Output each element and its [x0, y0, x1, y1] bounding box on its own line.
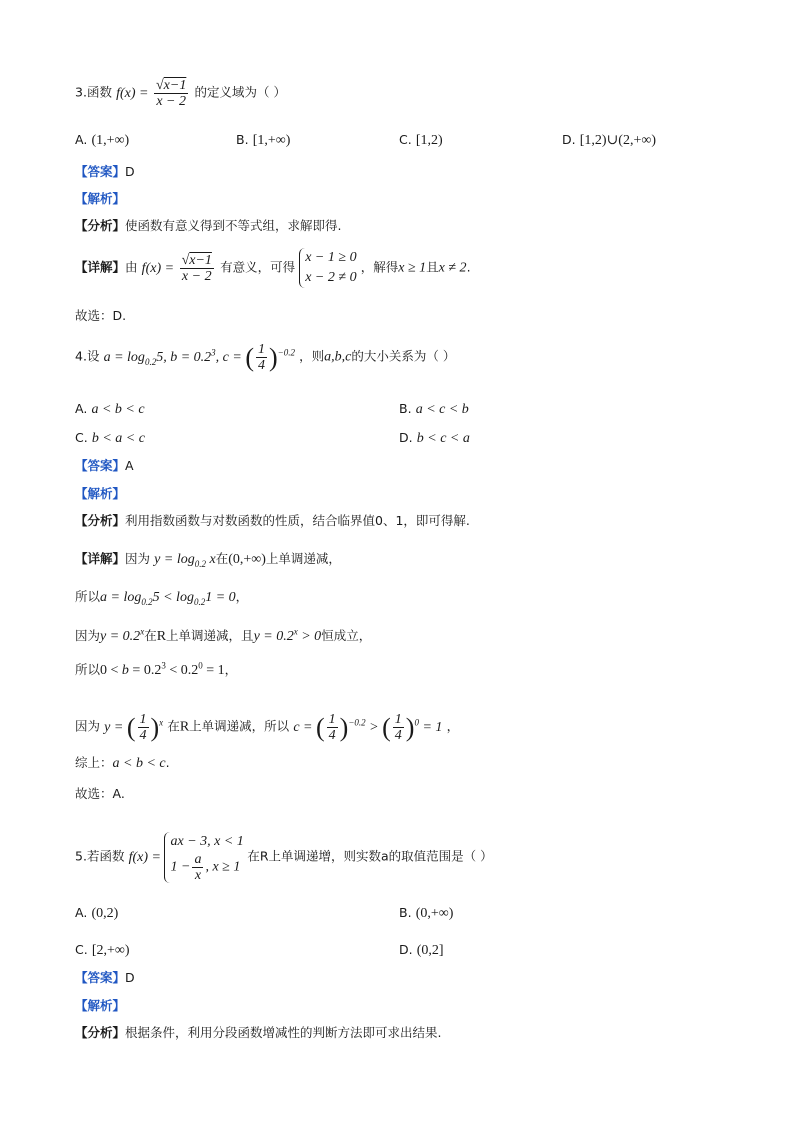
q5-piecewise-function: f(x) = ax − 3, x < 1 1 − $\frac{a}{x}$ , x ≥ 1	[128, 834, 244, 883]
q5-stem: 5.若函数 f(x) = ax − 3, x < 1 1 − $\frac{a}{x}$ , x ≥ 1 在R上单调递增，则实数a的取值范围是（ ）	[75, 834, 493, 883]
q3-option-d: D. [1,2)∪(2,+∞)	[562, 132, 657, 148]
q5-option-a: A. (0,2)	[75, 905, 119, 921]
q4-detail-line4: 所以$0 < b = 0.2^3 < 0.2^0 = 1$，	[75, 660, 238, 678]
q4-option-b: B. a < c < b	[399, 401, 469, 417]
q3-detail: 【详解】由 f(x) = $\frac{√x-1}{x - 2}$ 有意义，可得 x − 1 ≥ 0 x − 2 ≠ 0 ，解得x ≥ 1且x ≠ 2.	[75, 248, 471, 288]
q4-detail-line1: 【详解】因为 $y = \log_{0.2} x$在(0,+∞)上单调递减，	[75, 551, 341, 569]
q3-stem-suffix: 的定义域为（ ）	[194, 84, 286, 100]
q5-option-d: D. (0,2]	[399, 942, 444, 958]
q4-jiexi-tag: 【解析】	[75, 486, 126, 501]
q4-answer: 【答案】A	[75, 458, 134, 473]
q3-inequality-system: x − 1 ≥ 0 x − 2 ≠ 0	[299, 248, 356, 288]
q4-definitions: $a = \log_{0.2}5$, $b = 0.2^3$, c = ( $\frac{1}{4}$ )$^{-0.2}$	[103, 342, 295, 373]
q3-number: 3.	[75, 84, 87, 100]
q3-stem-prefix: 函数	[86, 84, 112, 100]
q3-detail-function: f(x) = $\frac{√x-1}{x - 2}$	[141, 252, 212, 284]
q3-function: f(x) = $\frac{√x-1}{x - 2}$	[116, 78, 187, 109]
q3-option-a: A. (1,+∞)	[75, 132, 130, 148]
q4-conclusion: 故选：A.	[75, 786, 125, 801]
q4-analysis: 【分析】利用指数函数与对数函数的性质，结合临界值0、1，即可得解.	[75, 513, 470, 528]
q4-option-a: A. a < b < c	[75, 401, 145, 417]
q5-answer: 【答案】D	[75, 970, 135, 985]
q4-stem: 4.设 $a = \log_{0.2}5$, $b = 0.2^3$, c = ( $\frac{1}{4}$ )$^{-0.2}$ ，则a,b,c的大小关系为（ ）	[75, 342, 456, 373]
q3-stem	[75, 78, 286, 109]
q3-conclusion: 故选：D.	[75, 308, 127, 323]
q5-analysis: 【分析】根据条件，利用分段函数增减性的判断方法即可求出结果.	[75, 1025, 442, 1040]
q4-detail-line3: 因为$y = 0.2^x$在R上单调递减，且$y = 0.2^x > 0$恒成立，	[75, 626, 372, 644]
q3-answer: 【答案】D	[75, 164, 135, 179]
q4-option-d: D. b < c < a	[399, 430, 470, 446]
q3-jiexi-tag: 【解析】	[75, 191, 126, 206]
q5-jiexi-tag: 【解析】	[75, 998, 126, 1013]
q4-option-c: C. b < a < c	[75, 430, 145, 446]
q4-detail-line5: 因为 y = ( $\frac{1}{4}$ )$^x$ 在R上单调递减，所以 c = ( $\frac{1}{4}$ )$^{-0.2}$ > ( $\frac{1}{4}$ )$^0$ = 1 ，	[75, 712, 460, 743]
q4-summary: 综上：a < b < c.	[75, 755, 170, 771]
q3-analysis: 【分析】使函数有意义得到不等式组，求解即得.	[75, 218, 342, 233]
q5-option-c: C. [2,+∞)	[75, 942, 130, 958]
q3-option-c: C. [1,2)	[399, 132, 443, 148]
q5-option-b: B. (0,+∞)	[399, 905, 454, 921]
q3-option-b: B. [1,+∞)	[236, 132, 291, 148]
q4-detail-line2: 所以$a = \log_{0.2}5 < \log_{0.2}1 = 0$，	[75, 589, 249, 607]
